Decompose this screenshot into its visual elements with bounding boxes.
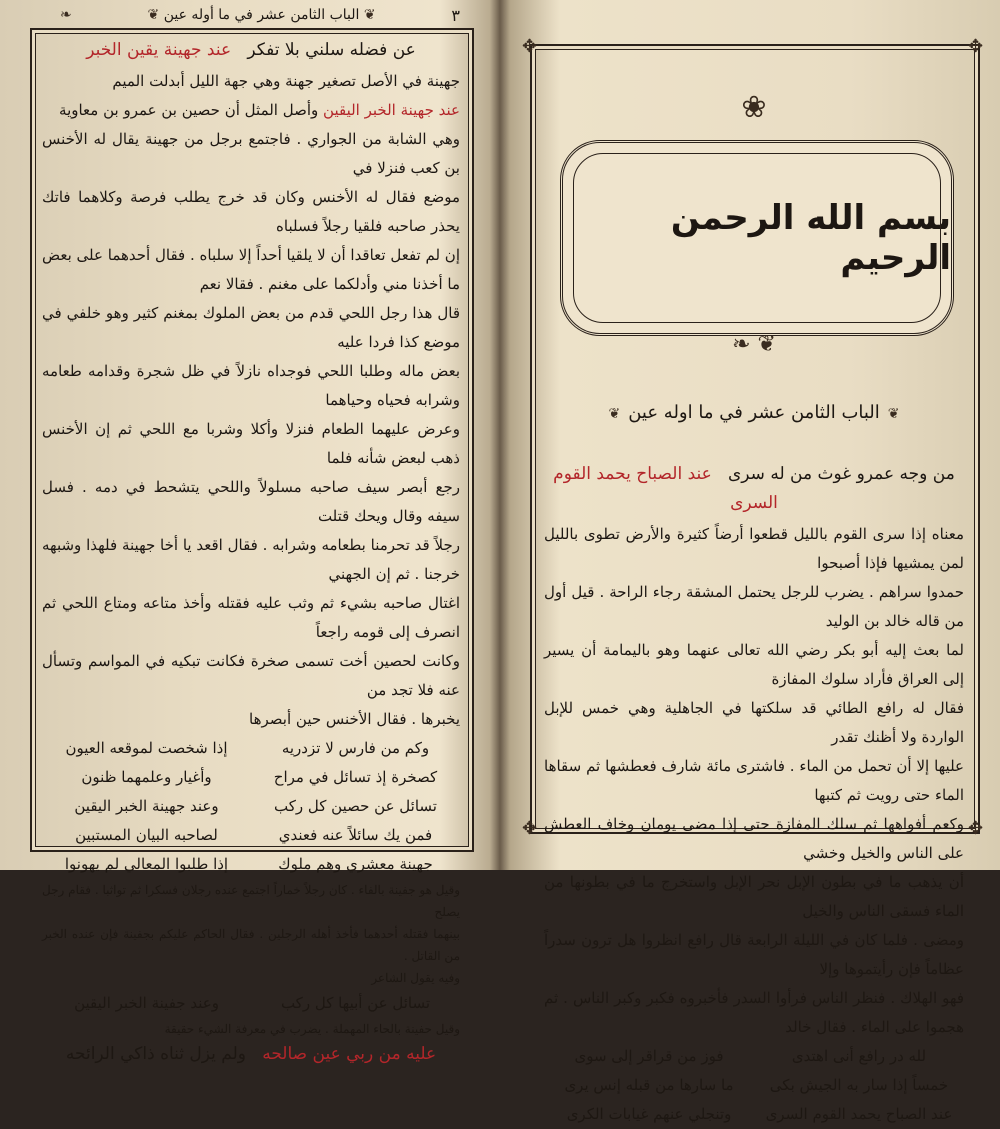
right-text-block <box>544 460 964 1129</box>
commentary-line: يخبرها . فقال الأخنس حين أبصرها <box>249 710 460 728</box>
corner-ornament-icon: ✥ <box>522 818 538 839</box>
left-page <box>0 0 492 1064</box>
commentary-line: ومضى . فلما كان في الليلة الرابعة قال رافع انظروا هل ترون سدراً عظاماً فإن رأيتموها وإلا <box>544 931 964 978</box>
poem <box>42 989 460 1018</box>
commentary-line: قال هذا رجل اللحي قدم من بعض الملوك بمغنم كثير وهو خلفي في موضع كذا فردا عليه <box>42 304 460 351</box>
commentary-line: موضع فقال له الأخنس وكان قد خرج يطلب فرصة وكلاهما فاتك يحذر صاحبه فلقيا رجلاً فسلباه <box>42 188 460 235</box>
commentary-line: عليها إلا أن تحمل من الماء . فاشترى مائة شارف فعطشها ثم سقاها الماء حتى رويت ثم كتبها <box>544 757 964 804</box>
commentary-line: معناه إذا سرى القوم بالليل قطعوا أرضاً كثيرة والأرض تطوى بالليل لمن يمشيها فإذا أصبحوا <box>544 525 964 572</box>
page-number: ٣ <box>451 5 460 25</box>
heading-verse: عن فضله سلني بلا تفكر عند جهينة يقين الخبر <box>86 40 416 60</box>
heading-verse: من وجه عمرو غوث من له سرى عند الصباح يحمد القوم السرى <box>553 464 955 513</box>
commentary-line: جهينة في الأصل تصغير جهنة وهي جهة الليل أبدلت الميم <box>112 72 460 90</box>
commentary-line: وكعم أفواهها ثم سلك المفازة حتى إذا مضى يومان وخاف العطش على الناس والخيل وخشي <box>544 815 964 862</box>
poem <box>544 1042 964 1129</box>
commentary-line: وكانت لحصين أخت تسمى صخرة فكانت تبكيه في المواسم وتسأل عنه فلا تجد من <box>42 652 460 699</box>
floral-ornament-icon: ❀ <box>741 90 767 125</box>
poem-verse: لله در رافع أنى اهتدى فوز من قراقر إلى سوى <box>574 1047 927 1065</box>
note-line: وقيل هو جفينة بالفاء . كان رجلاً خماراً اجتمع عنده رجلان فسكرا ثم تواثبا . فقام رجل يصلح <box>42 883 460 919</box>
corner-ornament-icon: ✥ <box>968 818 984 839</box>
commentary-line: رجع أبصر سيف صاحبه مسلولاً واللحي يتشحط في دمه . فسل سيفه وقال ويحك قتلت <box>42 478 460 525</box>
note-line: وفيه يقول الشاعر <box>371 971 460 985</box>
running-head-title: ❦ الباب الثامن عشر في ما أوله عين ❦ <box>147 7 376 23</box>
commentary-line: وهي الشابة من الجواري . فاجتمع برجل من جهينة يقال له الأخنس بن كعب فنزلا في <box>42 130 460 177</box>
commentary-line: لما بعث إليه أبو بكر رضي الله تعالى عنهما وهو باليمامة أن يسير إلى العراق فأراد سلوك المفازة <box>544 641 964 688</box>
commentary-line: إن لم تفعل تعاقدا أن لا يلقيا أحداً إلا سلباه . فقال أحدهما على بعض ما أخذنا مني وأدلكما على مغنم . فقالا نعم <box>42 246 460 293</box>
commentary-line: بعض ماله وطلبا اللحي فوجداه نازلاً في ظل شجرة وقدامه طعامه وشرابه فحياه وحياهما <box>42 362 460 409</box>
commentary-line: حمدوا سراهم . يضرب للرجل يحتمل المشقة رجاء الراحة . قيل أول من قاله خالد بن الوليد <box>544 583 964 630</box>
poem-verse: كصخرة إذ تسائل في مراح وأغيار وعلمهما ظنون <box>81 768 438 786</box>
commentary-line: أن يذهب ما في بطون الإبل نحر الإبل واستخرج ما في بطونها من الماء فسقى الناس والخيل <box>544 873 964 920</box>
running-head <box>60 4 460 26</box>
poem-verse: عند الصباح يحمد القوم السرى وتنجلي عنهم غيابات الكرى <box>566 1105 953 1123</box>
poem <box>42 734 460 879</box>
closing-verse: عليه من ربي عين صالحه ولم يزل ثناه ذاكي الرائحه <box>65 1044 437 1064</box>
poem-verse: تسائل عن حصين كل ركب وعند جهينة الخبر اليقين <box>74 797 437 815</box>
poem-verse: تسائل عن أبيها كل ركب وعند جفينة الخبر اليقين <box>74 994 431 1012</box>
poem-verse: جهينة معشري وهم ملوك إذا طلبوا المعالي لم يهونوا <box>64 855 433 873</box>
left-text-block <box>42 36 460 1071</box>
corner-ornament-icon: ✥ <box>968 36 984 57</box>
poem-verse: وكم من فارس لا تزدريه إذا شخصت لموقعه العيون <box>65 739 430 757</box>
basmala: بسم الله الرحمن الرحيم <box>670 198 951 278</box>
note-line: بينهما فقتله أحدهما فأخذ أهله الرجلين . فقال الحاكم عليكم بجفينة فإن عنده الخبر من القاتل . <box>42 927 461 963</box>
right-page <box>508 0 1000 1123</box>
commentary-line: رجلاً قد تحرمنا بطعامه وشرابه . فقال اقعد يا أخا جهينة فلهذا وشبهه خرجنا . ثم إن الجهني <box>42 536 460 583</box>
corner-ornament-icon: ✥ <box>522 36 538 57</box>
commentary-line: فهو الهلاك . فنظر الناس فرأوا السدر فأخبروه فكبر وكبر الناس . ثم هجموا على الماء . فقال خالد <box>544 989 964 1036</box>
commentary-line: عند جهينة الخبر اليقين وأصل المثل أن حصين بن عمرو بن معاوية <box>59 101 460 119</box>
commentary-line: اغتال صاحبه بشيء ثم وثب عليه فقتله وأخذ متاعه ومتاع اللحي ثم انصرف إلى قومه راجعاً <box>42 594 460 641</box>
basmala-cartouche <box>560 140 954 336</box>
commentary-line: وعرض عليهما الطعام فنزلا وأكلا وشربا مع اللحي ثم إن الأخنس ذهب لبعض شأنه فلما <box>42 420 460 467</box>
note-line: وقيل حفينة بالحاء المهملة . يضرب في معرفة الشيء حقيقة <box>164 1022 460 1036</box>
commentary-line: فقال له رافع الطائي قد سلكتها في الجاهلية وهي خمس للإبل الواردة ولا أظنك تقدر <box>544 699 964 746</box>
vine-ornament-icon: ❦ ❧ <box>732 332 776 357</box>
poem-verse: خمساً إذا سار به الجيش بكى ما سارها من قبله إنس يرى <box>564 1076 949 1094</box>
ornament-icon: ❧ <box>60 7 72 23</box>
poem-verse: فمن يك سائلاً عنه فعندي لصاحبه البيان المستبين <box>75 826 433 844</box>
chapter-title: ❦الباب الثامن عشر في ما اوله عين❦ <box>608 402 900 423</box>
